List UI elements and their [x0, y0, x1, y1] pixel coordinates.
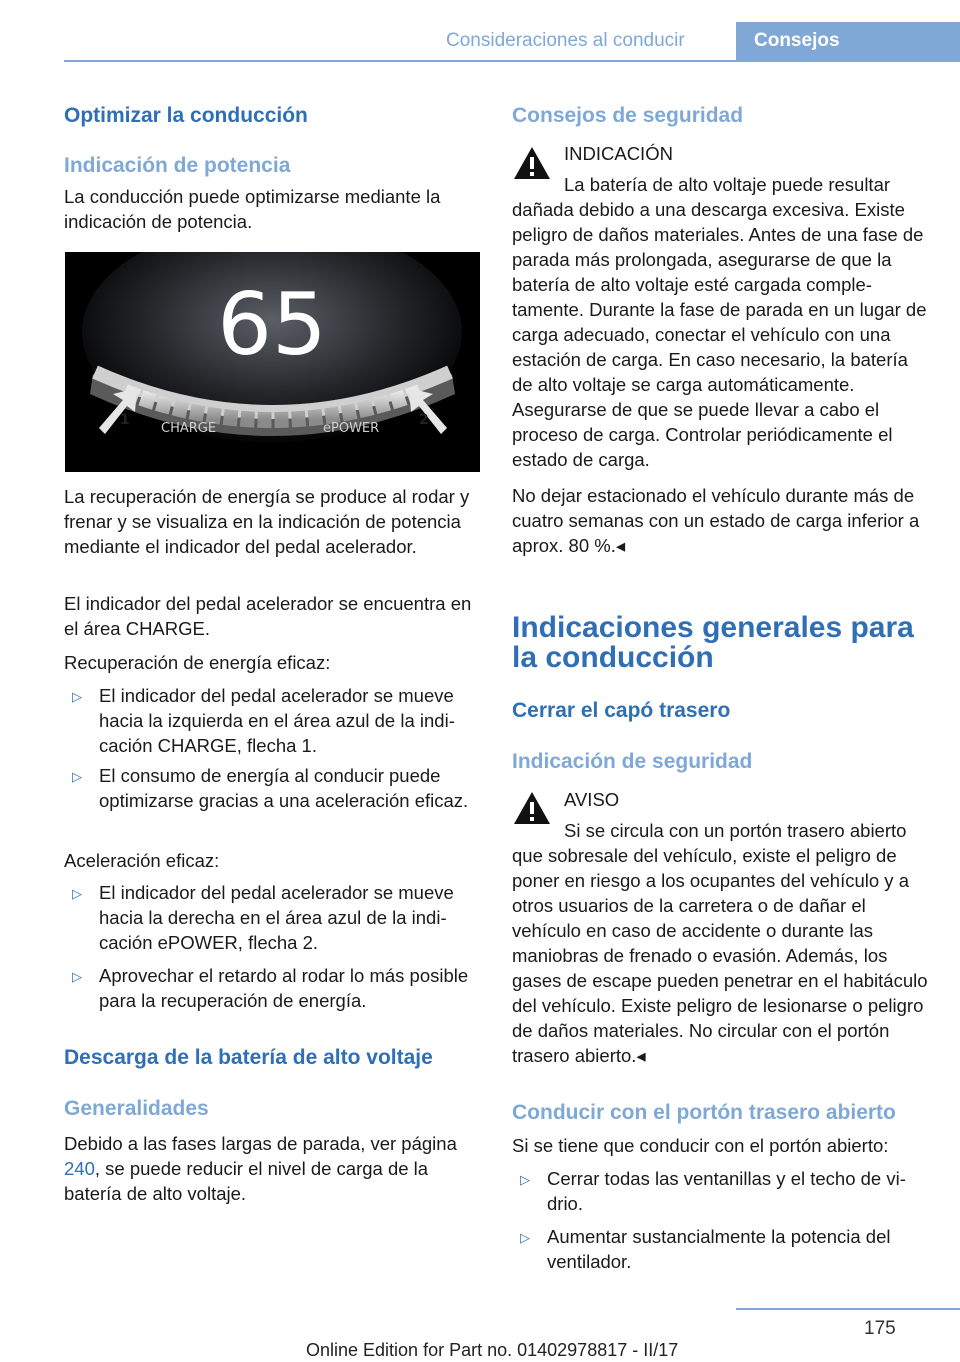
arrow-1-label: 1 [120, 412, 130, 428]
header-chapter-tab [736, 22, 960, 62]
header-rule [64, 60, 960, 62]
list-item [64, 763, 482, 813]
heading-optimizar: Optimizar la conducción [64, 104, 308, 127]
paragraph-text: Debido a las fases largas de parada, ver página [64, 1133, 457, 1154]
charge-label: CHARGE [161, 421, 217, 436]
header-section-title: Consideraciones al conducir [446, 30, 685, 51]
list-item-text: El consumo de energía al conducir puede optimizarse gracias a una aceleración eficaz. [99, 765, 469, 811]
warning-text-aviso: Si se circula con un portón trasero abierto que sobresale del vehículo, existe el peligro de poner en riesgo a los ocupantes del vehículo y a otros usuarios de la carretera o de dañar el vehículo en caso de accidente o durante las maniobras de frenado o evasión. Además, los gases de escape pueden penetrar en el habitáculo del vehículo. Existe peligro de lesionarse o peligro de daños materiales. No circular con el portón trasero abierto.◂ [512, 820, 928, 1066]
heading-indicacion-seguridad: Indicación de seguridad [512, 750, 753, 773]
paragraph-intro: La conducción puede optimizarse mediante la indicación de potencia. [64, 186, 441, 232]
power-display-image [65, 252, 480, 472]
list-item-text: El indicador del pedal acelerador se mueve hacia la derecha en el área azul de la indicación ePOWER, flecha 2. [99, 882, 454, 953]
list-item [512, 1166, 928, 1216]
heading-descarga: Descarga de la batería de alto voltaje [64, 1046, 433, 1069]
list-item [64, 683, 482, 758]
bullet-triangle-icon: ▷ [72, 689, 82, 704]
list-item [64, 880, 482, 955]
heading-indicaciones-generales: Indicaciones generales para la conducción [512, 611, 914, 674]
page-reference-link[interactable]: 240 [64, 1158, 95, 1179]
speed-readout: 65 [217, 275, 327, 375]
bullet-triangle-icon: ▷ [72, 886, 82, 901]
page-number: 175 [864, 1318, 896, 1339]
power-display-graphic [65, 252, 480, 472]
warning-title-aviso: AVISO [564, 789, 620, 810]
edition-note: Online Edition for Part no. 01402978817 - II/17 [306, 1340, 679, 1360]
paragraph-recuperacion: La recuperación de energía se produce al rodar y frenar y se visualiza en la indicación de potencia mediante el indicador del pedal acelerador. [64, 486, 470, 557]
heading-conducir-porton: Conducir con el portón trasero abierto [512, 1101, 896, 1124]
label-recuperacion-eficaz: Recuperación de energía eficaz: [64, 652, 331, 673]
label-aceleracion-eficaz: Aceleración eficaz: [64, 850, 220, 871]
paragraph-si-tiene: Si se tiene que conducir con el portón abierto: [512, 1135, 889, 1156]
paragraph-generalidades [64, 1131, 482, 1206]
arrow-2-label: 2 [419, 412, 429, 428]
warning-title-indicacion: INDICACIÓN [564, 143, 673, 164]
warning-text-indicacion: La batería de alto voltaje puede resultar dañada debido a una descarga excesiva. Existe peligro de daños materiales. Antes de una fase de parada más prolongada, asegurarse de que la batería de alto voltaje esté cargada completamente. Durante la fase de parada en un lugar de carga adecuado, conectar el vehículo con una estación de carga. En caso necesario, la batería de alto voltaje se carga automáticamente. Asegurarse de que se puede llevar a cabo el proceso de carga. Controlar periódicamente el estado de carga. [512, 174, 927, 470]
bullet-triangle-icon: ▷ [520, 1172, 530, 1187]
list-item-text: Aumentar sustancialmente la potencia del ventilador. [547, 1226, 891, 1272]
header-chapter-label: Consejos [754, 30, 840, 51]
list-item [64, 963, 482, 1013]
heading-consejos-seguridad: Consejos de seguridad [512, 104, 744, 127]
bullet-triangle-icon: ▷ [520, 1230, 530, 1245]
list-item-text: Cerrar todas las ventanillas y el techo de vidrio. [547, 1168, 906, 1214]
heading-indicacion-potencia: Indicación de potencia [64, 154, 291, 177]
heading-generalidades: Generalidades [64, 1097, 209, 1120]
epower-label: ePOWER [323, 421, 380, 436]
paragraph-no-dejar: No dejar estacionado el vehículo durante más de cuatro semanas con un estado de carga inferior a aprox. 80 %.◂ [512, 485, 920, 556]
paragraph-indicador: El indicador del pedal acelerador se encuentra en el área CHARGE. [64, 593, 472, 639]
list-item-text: Aprovechar el retardo al rodar lo más posible para la recuperación de energía. [99, 965, 469, 1011]
bullet-triangle-icon: ▷ [72, 769, 82, 784]
heading-cerrar-capo: Cerrar el capó trasero [512, 699, 731, 722]
list-item [512, 1224, 928, 1274]
list-item-text: El indicador del pedal acelerador se mueve hacia la izquierda en el área azul de la indicación CHARGE, flecha 1. [99, 685, 455, 756]
footer-rule [736, 1308, 960, 1310]
bullet-triangle-icon: ▷ [72, 969, 82, 984]
paragraph-text: , se puede reducir el nivel de carga de la batería de alto voltaje. [64, 1158, 429, 1204]
